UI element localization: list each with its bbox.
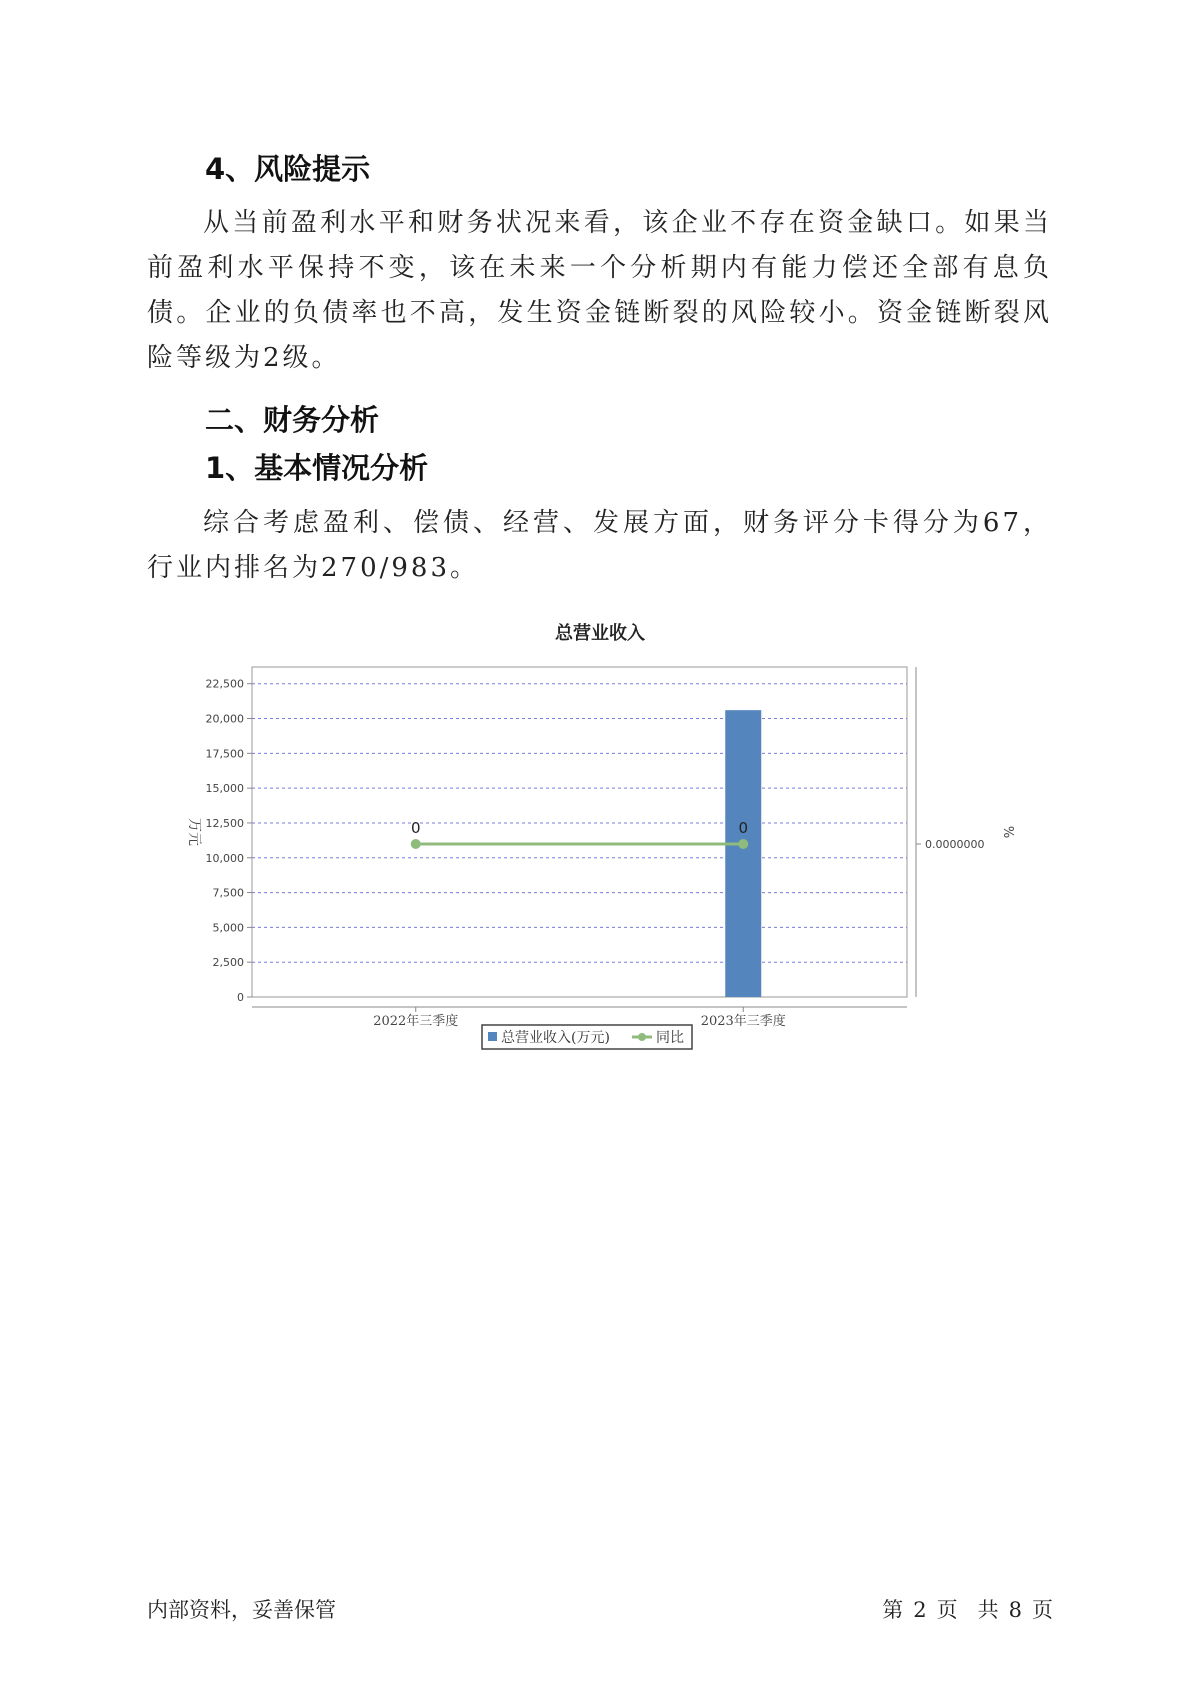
y-tick-label: 10,000: [205, 851, 244, 865]
section-heading-risk: 4、风险提示: [205, 152, 371, 186]
page-suffix: 页: [936, 1598, 958, 1622]
footer-page-info: [882, 1594, 1053, 1624]
y2-tick-label: 0.0000000: [925, 838, 985, 851]
y-tick-label: 20,000: [205, 712, 244, 726]
gridlines: [252, 684, 907, 962]
legend-bar-swatch: [488, 1032, 497, 1041]
bar: [725, 710, 761, 997]
footer-confidential: 内部资料，妥善保管: [147, 1598, 336, 1622]
legend-label-yoy: 同比: [656, 1030, 684, 1046]
bar-series: [725, 710, 761, 997]
section-heading-financial-analysis: 二、财务分析: [205, 403, 380, 437]
chart-legend: [482, 1025, 692, 1049]
chart-title: 总营业收入: [555, 623, 645, 644]
y2-axis-label: %: [1000, 825, 1015, 839]
total-prefix: 共: [977, 1598, 999, 1622]
y-tick-label: 7,500: [212, 886, 244, 900]
y-axis-label: 万元: [186, 818, 202, 846]
y-tick-label: 22,500: [205, 677, 244, 691]
revenue-chart: [170, 615, 1030, 1070]
legend-line-marker: [638, 1033, 646, 1041]
y-tick-label: 0: [237, 991, 244, 1004]
page-number: 2: [913, 1598, 927, 1622]
right-axis: [916, 838, 985, 851]
data-label: 0: [410, 819, 421, 837]
y-tick-label: 15,000: [205, 782, 244, 796]
y-tick-label: 17,500: [205, 747, 244, 761]
left-axis: [206, 678, 253, 1004]
x-tick-label: 2022年三季度: [373, 1014, 459, 1029]
page-prefix: 第: [882, 1598, 904, 1622]
risk-paragraph: 从当前盈利水平和财务状况来看，该企业不存在资金缺口。如果当前盈利水平保持不变，该在未来一个分析期内有能力偿还全部有息负债。企业的负债率也不高，发生资金链断裂的风险较小。资金链断裂风险等级为2级。: [147, 208, 1052, 373]
legend-label-revenue: 总营业收入(万元): [501, 1030, 610, 1046]
total-pages: 8: [1008, 1598, 1022, 1622]
total-suffix: 页: [1032, 1598, 1053, 1622]
line-point: [738, 839, 748, 849]
y-tick-label: 2,500: [212, 956, 244, 970]
y-tick-label: 5,000: [212, 921, 244, 935]
data-label: 0: [738, 819, 749, 837]
plot-area: [252, 667, 907, 997]
y-tick-label: 12,500: [205, 816, 244, 830]
line-point: [411, 839, 421, 849]
x-tick-label: 2023年三季度: [700, 1014, 786, 1029]
line-series: [411, 819, 749, 849]
subsection-heading-basic-analysis: 1、基本情况分析: [205, 451, 429, 485]
basic-analysis-paragraph: 综合考虑盈利、偿债、经营、发展方面，财务评分卡得分为67，行业内排名为270/983。: [147, 508, 1052, 583]
